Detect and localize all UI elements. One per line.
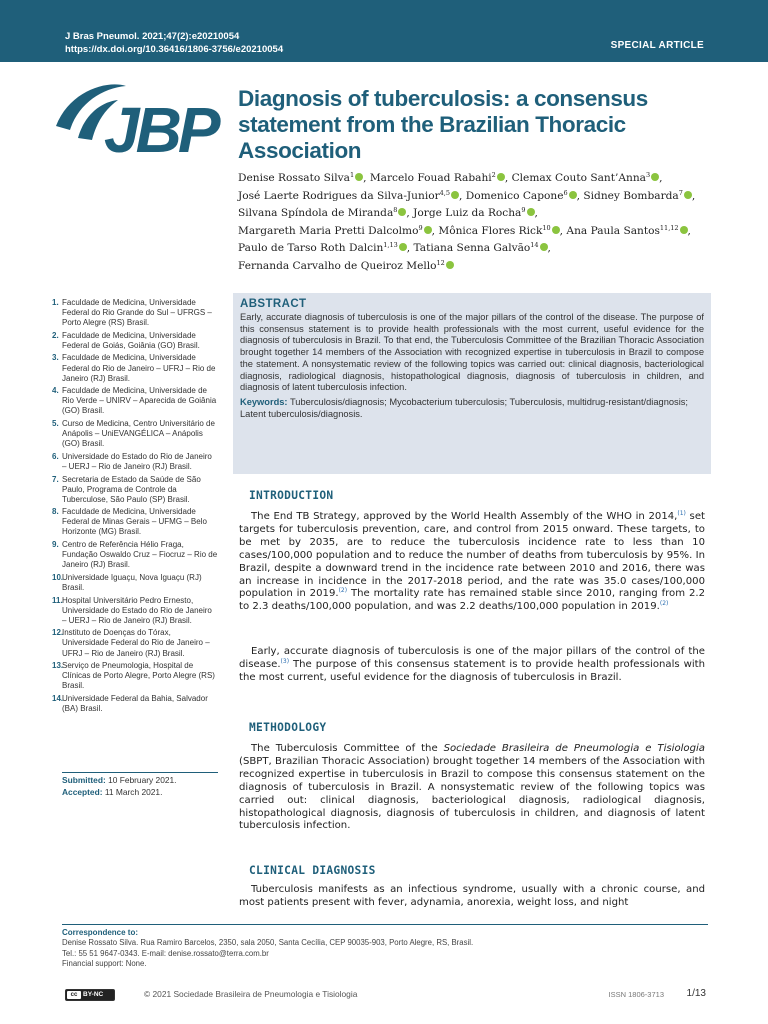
- journal-header-band: [0, 0, 768, 62]
- author-affiliation-sup: 4,5: [439, 188, 450, 197]
- author-name: [238, 260, 454, 272]
- affiliation-number: 11.: [52, 595, 63, 605]
- abstract-box: [233, 293, 711, 474]
- affiliation-text: Faculdade de Medicina, Universidade Federal de Goiás, Goiânia (GO) Brasil.: [62, 330, 200, 350]
- author-name: [413, 207, 534, 219]
- author-full-name: Paulo de Tarso Roth Dalcin: [238, 242, 384, 255]
- affiliation-item: [52, 475, 218, 505]
- orcid-icon[interactable]: [569, 191, 577, 199]
- affiliation-item: [52, 452, 218, 472]
- affiliation-number: 1.: [52, 298, 59, 307]
- author-affiliation-sup: 9: [418, 223, 423, 232]
- copyright-notice: © 2021 Sociedade Brasileira de Pneumologia e Tisiologia: [144, 989, 358, 999]
- jbp-logo: [52, 74, 224, 170]
- page-number: 1/13: [686, 988, 706, 999]
- introduction-paragraph-2: [239, 646, 705, 685]
- affiliation-item: [52, 386, 218, 416]
- doi-link[interactable]: https://dx.doi.org/10.36416/1806-3756/e20210054: [65, 44, 284, 55]
- affiliation-text: Instituto de Doenças do Tórax, Universidade Federal do Rio de Janeiro – UFRJ – Rio de Janeiro (RJ) Brasil.: [62, 628, 210, 658]
- methodology-paragraph: [239, 743, 705, 833]
- author-list: Denise Rossato Silva$^1$ , Marcelo Fouad Rabahi$^2$ , Clemax Couto Sant’Anna$^3$ , José Laerte Rodrigues da Silva-Junior$^{4,5}$ , Domenico Capone$^6$ , Sidney Bombarda$^7$ , Silvana Spíndola de Miranda$^8$ , Jorge Luiz da Rocha$^9$ , Margareth Maria Pretti Dalcolmo$^9$ , Mônica Flores Rick$^{10}$ , Ana Paula Santos$^{11,12}$ , Paulo de Tarso Roth Dalcin$^{1,13}$ , Tatiana Senna Galvão$^{14}$ , Fernanda Carvalho de Queiroz Mello$^{12}$: [238, 171, 696, 272]
- orcid-icon[interactable]: [399, 243, 407, 251]
- cc-license-badge[interactable]: [65, 989, 115, 1001]
- affiliation-text: Universidade do Estado do Rio de Janeiro – UERJ – Rio de Janeiro (RJ) Brasil.: [62, 451, 212, 471]
- affiliation-text: Hospital Universitário Pedro Ernesto, Universidade do Estado do Rio de Janeiro – UERJ – Rio de Janeiro (RJ) Brasil.: [62, 595, 212, 625]
- orcid-icon[interactable]: [497, 173, 505, 181]
- footer-divider: [62, 924, 708, 925]
- submitted-date: 10 February 2021.: [108, 775, 177, 785]
- page-footer: [62, 988, 708, 1002]
- affiliation-text: Faculdade de Medicina, Universidade de Rio Verde – UNIRV – Aparecida de Goiânia (GO) Brasil.: [62, 386, 217, 416]
- correspondence-address: Denise Rossato Silva. Rua Ramiro Barcelos, 2350, sala 2050, Santa Cecília, CEP 90035-903, Porto Alegre, RS, Brasil.: [62, 938, 474, 948]
- author-name: [466, 190, 577, 202]
- author-name: [438, 225, 559, 237]
- affiliation-text: Serviço de Pneumologia, Hospital de Clínicas de Porto Alegre, Porto Alegre (RS) Brasil.: [62, 661, 215, 691]
- affiliation-item: [52, 419, 218, 449]
- affiliation-text: Secretaria de Estado da Saúde de São Paulo, Programa de Controle da Tuberculose, São Paulo (SP) Brasil.: [62, 474, 201, 504]
- correspondence-contact: Tel.: 55 51 9647-0343. E-mail: denise.rossato@terra.com.br: [62, 948, 269, 958]
- intro-p1-text-a: The End TB Strategy, approved by the World Health Assembly of the WHO in 2014,: [251, 511, 678, 522]
- author-affiliation-sup: 2: [491, 171, 496, 179]
- affiliation-number: 7.: [52, 474, 59, 484]
- orcid-icon[interactable]: [424, 226, 432, 234]
- affiliation-item: [52, 353, 218, 383]
- affiliation-item: [52, 298, 218, 328]
- affiliation-number: 8.: [52, 507, 59, 517]
- author-affiliation-sup: 6: [563, 188, 568, 197]
- affiliation-number: 5.: [52, 419, 59, 429]
- affiliation-number: 13.: [52, 661, 64, 671]
- author-affiliation-sup: 14: [530, 241, 539, 250]
- author-full-name: Clemax Couto Sant’Anna: [511, 172, 646, 184]
- affiliation-text: Curso de Medicina, Centro Universitário de Anápolis – UniEVANGÉLICA – Anápolis (GO) Brasil.: [62, 419, 215, 449]
- intro-p1-text-b: set targets for tuberculosis prevention, care, and control from 2015 onward. These targets, to be met by 2035, are to reduce the tuberculosis incidence rate to less than 10 cases/100,000 population and to reduce the number of deaths from tuberculosis by 95%. In Brazil, despite a downward trend in the incidence rate between 2010 and 2016, there was an increase in incidence in the 2017-2018 period, and the rate was 35.0 cases/100,000 population in 2019.: [239, 511, 705, 600]
- author-affiliation-sup: 12: [436, 258, 445, 267]
- author-name: [583, 190, 691, 202]
- affiliation-item: [52, 540, 218, 570]
- orcid-icon[interactable]: [552, 226, 560, 234]
- intro-p2-text-b: The purpose of this consensus statement is to provide health professionals with the most current, useful evidence for the diagnosis of tuberculosis in Brazil.: [239, 658, 705, 683]
- author-name: [238, 172, 363, 184]
- orcid-icon[interactable]: [680, 226, 688, 234]
- author-name: [238, 225, 432, 237]
- author-name: [238, 207, 406, 219]
- correspondence-block: [62, 928, 708, 970]
- affiliation-text: Faculdade de Medicina, Universidade Federal do Rio Grande do Sul – UFRGS – Porto Alegre (RS) Brasil.: [62, 298, 212, 328]
- author-full-name: Marcelo Fouad Rabahi: [369, 172, 492, 184]
- citation-ref[interactable]: (2): [659, 600, 669, 608]
- author-affiliation-sup: 1: [349, 171, 355, 179]
- author-affiliation-sup: 11,12: [659, 223, 679, 232]
- methodology-text-a: The Tuberculosis Committee of the: [251, 743, 444, 754]
- orcid-icon[interactable]: [527, 208, 535, 216]
- financial-support: Financial support: None.: [62, 959, 147, 969]
- author-name: [370, 172, 505, 184]
- affiliation-text: Universidade Federal da Bahia, Salvador (BA) Brasil.: [62, 693, 208, 713]
- author-full-name: Fernanda Carvalho de Queiroz Mello: [238, 259, 437, 272]
- methodology-heading: METHODOLOGY: [249, 721, 327, 734]
- orcid-icon[interactable]: [684, 191, 692, 199]
- orcid-icon[interactable]: [398, 208, 406, 216]
- clinical-diagnosis-heading: CLINICAL DIAGNOSIS: [249, 864, 376, 877]
- author-full-name: Denise Rossato Silva: [238, 172, 350, 184]
- author-full-name: Silvana Spíndola de Miranda: [238, 207, 394, 220]
- cc-logo-icon: cc: [67, 991, 81, 999]
- journal-reference: [65, 30, 283, 56]
- affiliation-text: Faculdade de Medicina, Universidade Federal de Minas Gerais – UFMG – Belo Horizonte (MG) Brasil.: [62, 507, 207, 537]
- orcid-icon[interactable]: [355, 173, 363, 181]
- orcid-icon[interactable]: [451, 191, 459, 199]
- affiliation-item: [52, 628, 218, 658]
- orcid-icon[interactable]: [446, 261, 454, 269]
- keywords-label: Keywords:: [240, 396, 288, 407]
- author-full-name: José Laerte Rodrigues da Silva-Junior: [238, 189, 440, 202]
- affiliation-list: [52, 298, 218, 717]
- orcid-icon[interactable]: [540, 243, 548, 251]
- article-type-label: SPECIAL ARTICLE: [610, 40, 704, 51]
- affiliation-item: [52, 331, 218, 351]
- affiliation-item: [52, 507, 218, 537]
- introduction-heading: INTRODUCTION: [249, 489, 334, 502]
- author-name: [238, 190, 459, 202]
- author-full-name: Sidney Bombarda: [583, 189, 679, 202]
- citation-ref[interactable]: (3): [280, 657, 290, 665]
- introduction-paragraph-1: [239, 511, 705, 614]
- author-full-name: Tatiana Senna Galvão: [413, 242, 531, 255]
- methodology-text-b: (SBPT, Brazilian Thoracic Association) brought together 14 members of the Association with recognized expertise in tuberculosis in Brazil to compose this consensus statement on the diagnosis of tuberculosis in Brazil. A nonsystematic review of the following topics was carried out: clinical diagnosis, bacteriological diagnosis, radiological diagnosis, histopathological diagnosis, diagnosis of tuberculosis in children, and diagnosis of latent tuberculosis infection.: [239, 755, 705, 832]
- affiliation-text: Universidade Iguaçu, Nova Iguaçu (RJ) Brasil.: [62, 572, 202, 592]
- orcid-icon[interactable]: [651, 173, 659, 181]
- affiliation-text: Centro de Referência Hélio Fraga, Fundação Oswaldo Cruz – Fiocruz – Rio de Janeiro (RJ) Brasil.: [62, 540, 218, 570]
- affiliation-number: 3.: [52, 353, 59, 363]
- article-title: Diagnosis of tuberculosis: a consensus statement from the Brazilian Thoracic Association: [238, 86, 648, 163]
- author-affiliation-sup: 7: [678, 188, 683, 197]
- clinical-diagnosis-paragraph: Tuberculosis manifests as an infectious syndrome, usually with a chronic course, and most patients present with fever, adynamia, anorexia, weight loss, and night: [239, 884, 705, 908]
- affiliation-number: 14.: [52, 693, 64, 703]
- abstract-text: Early, accurate diagnosis of tuberculosis is one of the major pillars of the control of the disease. The purpose of this consensus statement is to provide health professionals with the most current, useful evidence for the diagnosis of tuberculosis in Brazil. To that end, the Tuberculosis Committee of the Brazilian Thoracic Association brought together 14 members of the Association with recognized expertise in tuberculosis in Brazil to compose the statement. A nonsystematic review of the following topics was carried out: clinical diagnosis, bacteriological diagnosis, radiological diagnosis, histopathological diagnosis, diagnosis of tuberculosis in children, and diagnosis of latent tuberculosis infection.: [240, 312, 704, 393]
- author-name: [238, 242, 407, 254]
- journal-citation: J Bras Pneumol. 2021;47(2):e20210054: [65, 31, 240, 42]
- author-affiliation-sup: 1,13: [383, 241, 398, 250]
- license-type: BY-NC: [83, 991, 104, 998]
- affiliation-item: [52, 573, 218, 593]
- affiliation-text: Faculdade de Medicina, Universidade Federal do Rio de Janeiro – UFRJ – Rio de Janeiro (RJ) Brasil.: [62, 353, 216, 383]
- intro-p1-text-c: The mortality rate has remained stable since 2010, ranging from 2.2 to 2.3 deaths/100,000 population, and was 2.2 deaths/100,000 population in 2019.: [239, 588, 705, 613]
- correspondence-heading: Correspondence to:: [62, 928, 139, 937]
- author-full-name: Ana Paula Santos: [566, 224, 660, 237]
- accepted-date: 11 March 2021.: [104, 786, 163, 797]
- affiliation-number: 12.: [52, 628, 64, 638]
- affiliation-item: [52, 596, 218, 626]
- abstract-heading: ABSTRACT: [240, 298, 307, 310]
- issn: ISSN 1806-3713: [608, 990, 664, 999]
- keywords: [240, 397, 704, 420]
- affiliation-number: 4.: [52, 386, 59, 396]
- author-name: [512, 172, 660, 184]
- author-affiliation-sup: 3: [645, 171, 651, 179]
- author-affiliation-sup: 8: [393, 206, 398, 215]
- society-name: Sociedade Brasileira de Pneumologia e Tisiologia: [443, 743, 705, 754]
- author-full-name: Domenico Capone: [465, 189, 564, 202]
- author-full-name: Jorge Luiz da Rocha: [413, 207, 522, 220]
- affiliation-number: 2.: [52, 330, 59, 340]
- affiliation-number: 6.: [52, 451, 59, 461]
- author-affiliation-sup: 9: [521, 206, 526, 215]
- affiliation-item: [52, 661, 218, 691]
- author-name: [414, 242, 548, 254]
- accepted-label: Accepted:: [62, 786, 103, 797]
- logo-text: JBP: [104, 94, 217, 166]
- author-full-name: Mônica Flores Rick: [438, 224, 543, 237]
- affiliation-item: [52, 694, 218, 714]
- author-name: [566, 225, 687, 237]
- affiliation-number: 9.: [52, 540, 59, 550]
- author-affiliation-sup: 10: [542, 223, 551, 232]
- author-full-name: Margareth Maria Pretti Dalcolmo: [238, 224, 419, 237]
- submitted-label: Submitted:: [62, 775, 106, 785]
- keywords-text: Tuberculosis/diagnosis; Mycobacterium tuberculosis; Tuberculosis, multidrug-resistant/diagnosis; Latent tuberculosis/diagnosis.: [240, 396, 688, 419]
- submission-dates: [62, 772, 218, 798]
- intro-p2-text-a: Early, accurate diagnosis of tuberculosis is one of the major pillars of the control of the disease.: [239, 646, 705, 670]
- citation-ref[interactable]: (2): [338, 587, 348, 595]
- affiliation-number: 10.: [52, 572, 64, 582]
- citation-ref[interactable]: (1): [677, 510, 686, 517]
